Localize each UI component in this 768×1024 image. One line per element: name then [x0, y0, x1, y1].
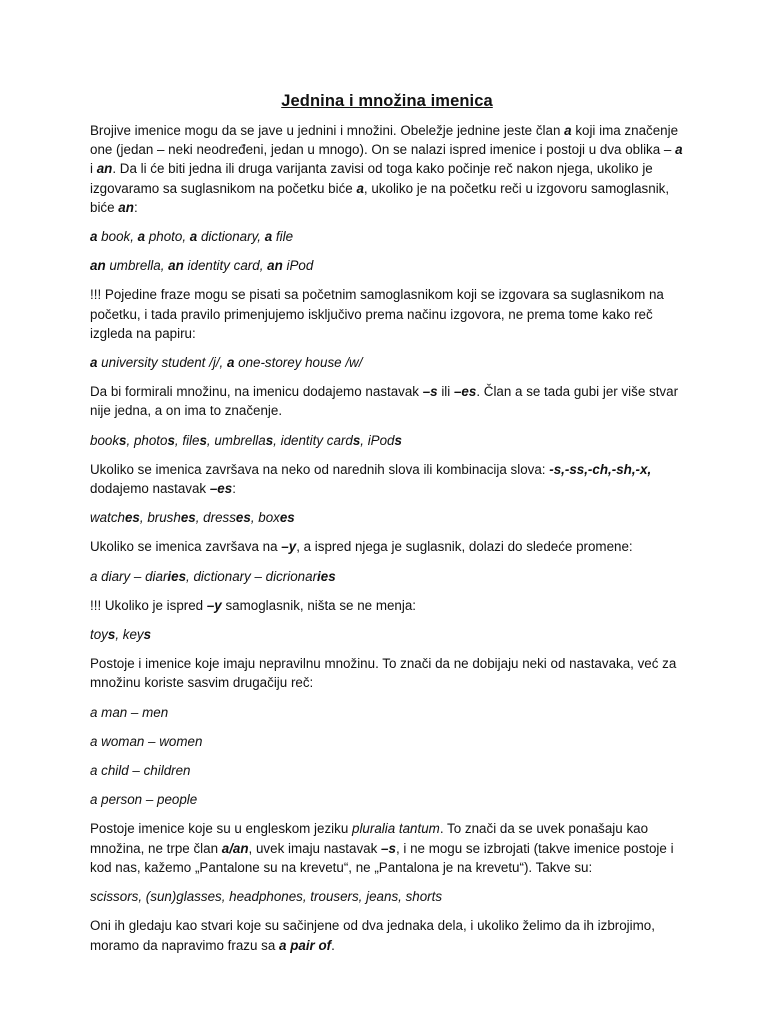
text-run: identity card, — [183, 258, 268, 274]
text-run: a — [90, 229, 98, 245]
text-run: ies — [317, 568, 336, 584]
text-run: umbrella, — [105, 258, 169, 274]
text-run: s — [167, 432, 175, 448]
text-run: dodajemo nastavak — [90, 481, 210, 497]
paragraph — [90, 596, 684, 615]
paragraph — [90, 916, 684, 954]
text-run: Postoje imenice koje su u engleskom jeziku — [90, 821, 352, 837]
text-run: a — [189, 229, 198, 245]
text-run: a — [264, 229, 273, 245]
text-run: Oni ih gledaju kao stvari koje su sačinjene od dva jednaka dela, i ukoliko želimo da ih izbrojimo, moramo da napravimo frazu sa — [90, 918, 655, 953]
text-run: a diary – diar — [90, 568, 168, 584]
text-run: –y — [281, 539, 297, 555]
text-run: , brush — [139, 510, 181, 526]
text-run: a — [564, 123, 572, 138]
text-run: , photo — [126, 432, 168, 448]
text-run: , i ne mogu se izbrojati (takve imenice postoje i kod nas, kažemo „Pantalone su na krevetu“, ne „Pantalona je na krevetu“). Takve su: — [90, 840, 674, 875]
text-run: file — [272, 229, 294, 245]
paragraph — [90, 431, 684, 450]
text-run: s — [265, 432, 274, 448]
text-run: an — [118, 199, 134, 215]
text-run: s — [352, 432, 361, 448]
text-run: –s — [422, 384, 438, 400]
text-run: , umbrella — [206, 432, 266, 448]
text-run: a — [226, 355, 235, 371]
paragraph — [90, 625, 684, 644]
text-run: , key — [115, 627, 144, 643]
text-run: , box — [250, 510, 280, 526]
paragraph — [90, 460, 684, 498]
paragraph — [90, 285, 684, 343]
text-run: watch — [90, 510, 125, 526]
text-run: Da bi formirali množinu, na imenicu dodajemo nastavak — [90, 384, 423, 400]
text-run: –s — [381, 840, 396, 856]
text-run: s — [199, 432, 207, 448]
paragraph — [90, 353, 684, 372]
text-run: s — [119, 432, 127, 448]
paragraph — [90, 790, 684, 809]
text-run: es — [279, 510, 295, 526]
text-run: i — [90, 161, 97, 177]
text-run: -s,-ss,-ch,-sh,-x, — [549, 461, 652, 477]
paragraph — [90, 703, 684, 722]
paragraph — [90, 121, 684, 217]
text-run: scissors, (sun)glasses, headphones, trousers, jeans, shorts — [90, 889, 443, 905]
paragraph — [90, 256, 684, 275]
document-body — [90, 121, 684, 955]
text-run: , ukoliko je na početku reči u izgovoru samoglasnik, biće — [90, 180, 670, 215]
text-run: an — [96, 161, 113, 177]
text-run: a — [137, 229, 146, 245]
text-run: s — [394, 432, 402, 448]
text-run: . Član a se tada gubi jer više stvar nije jedna, a on ima to značenje. — [90, 384, 679, 419]
text-run: es — [124, 510, 140, 526]
text-run: a — [90, 355, 98, 371]
text-run: an — [90, 258, 106, 274]
text-run: an — [168, 258, 184, 274]
text-run: an — [267, 258, 283, 274]
paragraph — [90, 508, 684, 527]
text-run: a — [675, 142, 683, 158]
text-run: –es — [453, 384, 477, 400]
text-run: es — [235, 510, 251, 526]
text-run: , iPod — [360, 432, 395, 448]
paragraph — [90, 654, 684, 692]
paragraph — [90, 227, 684, 246]
text-run: , identity card — [273, 432, 353, 448]
text-run: , dress — [195, 510, 236, 526]
text-run: : — [133, 199, 138, 215]
text-run: a pair of — [279, 937, 332, 953]
text-run: , uvek imaju nastavak — [248, 840, 382, 856]
text-run: dictionary, — [197, 229, 265, 245]
paragraph — [90, 819, 684, 877]
text-run: a child – children — [90, 763, 191, 779]
text-run: a man – men — [90, 704, 169, 720]
text-run: !!! Pojedine fraze mogu se pisati sa početnim samoglasnikom koji se izgovara sa suglasnikom na početku, i tada pravilo primenjujemo isključivo prema načinu izgovora, ne prema tome kako reč izgleda na papiru: — [90, 287, 664, 341]
text-run: pluralia tantum — [352, 821, 440, 837]
text-run: , file — [174, 432, 200, 448]
text-run: , a ispred njega je suglasnik, dolazi do sledeće promene: — [296, 539, 633, 555]
text-run: Ukoliko se imenica završava na neko od narednih slova ili kombinacija slova: — [90, 461, 550, 477]
text-run: ies — [167, 568, 187, 584]
text-run: iPod — [282, 258, 314, 274]
document-title: Jednina i množina imenica — [281, 92, 493, 110]
text-run: s — [107, 627, 116, 643]
text-run: one-storey house /w/ — [234, 355, 363, 371]
text-run: –y — [206, 597, 222, 613]
paragraph — [90, 887, 684, 906]
text-run: samoglasnik, ništa se ne menja: — [221, 597, 417, 613]
text-run: . Da li će biti jedna ili druga varijanta zavisi od toga kako počinje reč nakon njega, ukoliko je izgovaramo sa suglasnikom na početku biće — [90, 161, 653, 196]
paragraph — [90, 382, 684, 420]
text-run: university student /j/, — [97, 355, 227, 371]
text-run: book, — [97, 229, 138, 245]
text-run: Postoje i imenice koje imaju nepravilnu množinu. To znači da ne dobijaju neki od nastavaka, već za množinu koriste sasvim drugačiju reč: — [90, 656, 677, 691]
text-run: a woman – women — [90, 733, 203, 749]
text-run: photo, — [145, 229, 190, 245]
text-run: s — [143, 627, 152, 643]
text-run: a — [356, 180, 364, 196]
text-run: koji ima značenje one (jedan – neki neodređeni, jedan u mnogo). On se nalazi ispred imenice i postoji u dva oblika – — [90, 123, 679, 158]
text-run: , dictionary – dicrionar — [186, 568, 318, 584]
text-run: !!! Ukoliko je ispred — [90, 597, 207, 613]
paragraph — [90, 537, 684, 556]
text-run: es — [180, 510, 196, 526]
text-run: book — [90, 432, 120, 448]
text-run: ili — [437, 384, 454, 400]
text-run: . To znači da se uvek ponašaju kao množina, ne trpe član — [90, 821, 649, 856]
text-run: Brojive imenice mogu da se jave u jednini i množini. Obeležje jednine jeste član — [90, 123, 565, 138]
text-run: : — [232, 481, 236, 497]
paragraph — [90, 732, 684, 751]
paragraph — [90, 761, 684, 780]
text-run: a person – people — [90, 792, 198, 808]
text-run: . — [331, 937, 335, 953]
paragraph — [90, 567, 684, 586]
text-run: a/an — [221, 840, 249, 856]
text-run: –es — [209, 481, 233, 497]
text-run: toy — [90, 627, 108, 643]
text-run: Ukoliko se imenica završava na — [90, 539, 282, 555]
